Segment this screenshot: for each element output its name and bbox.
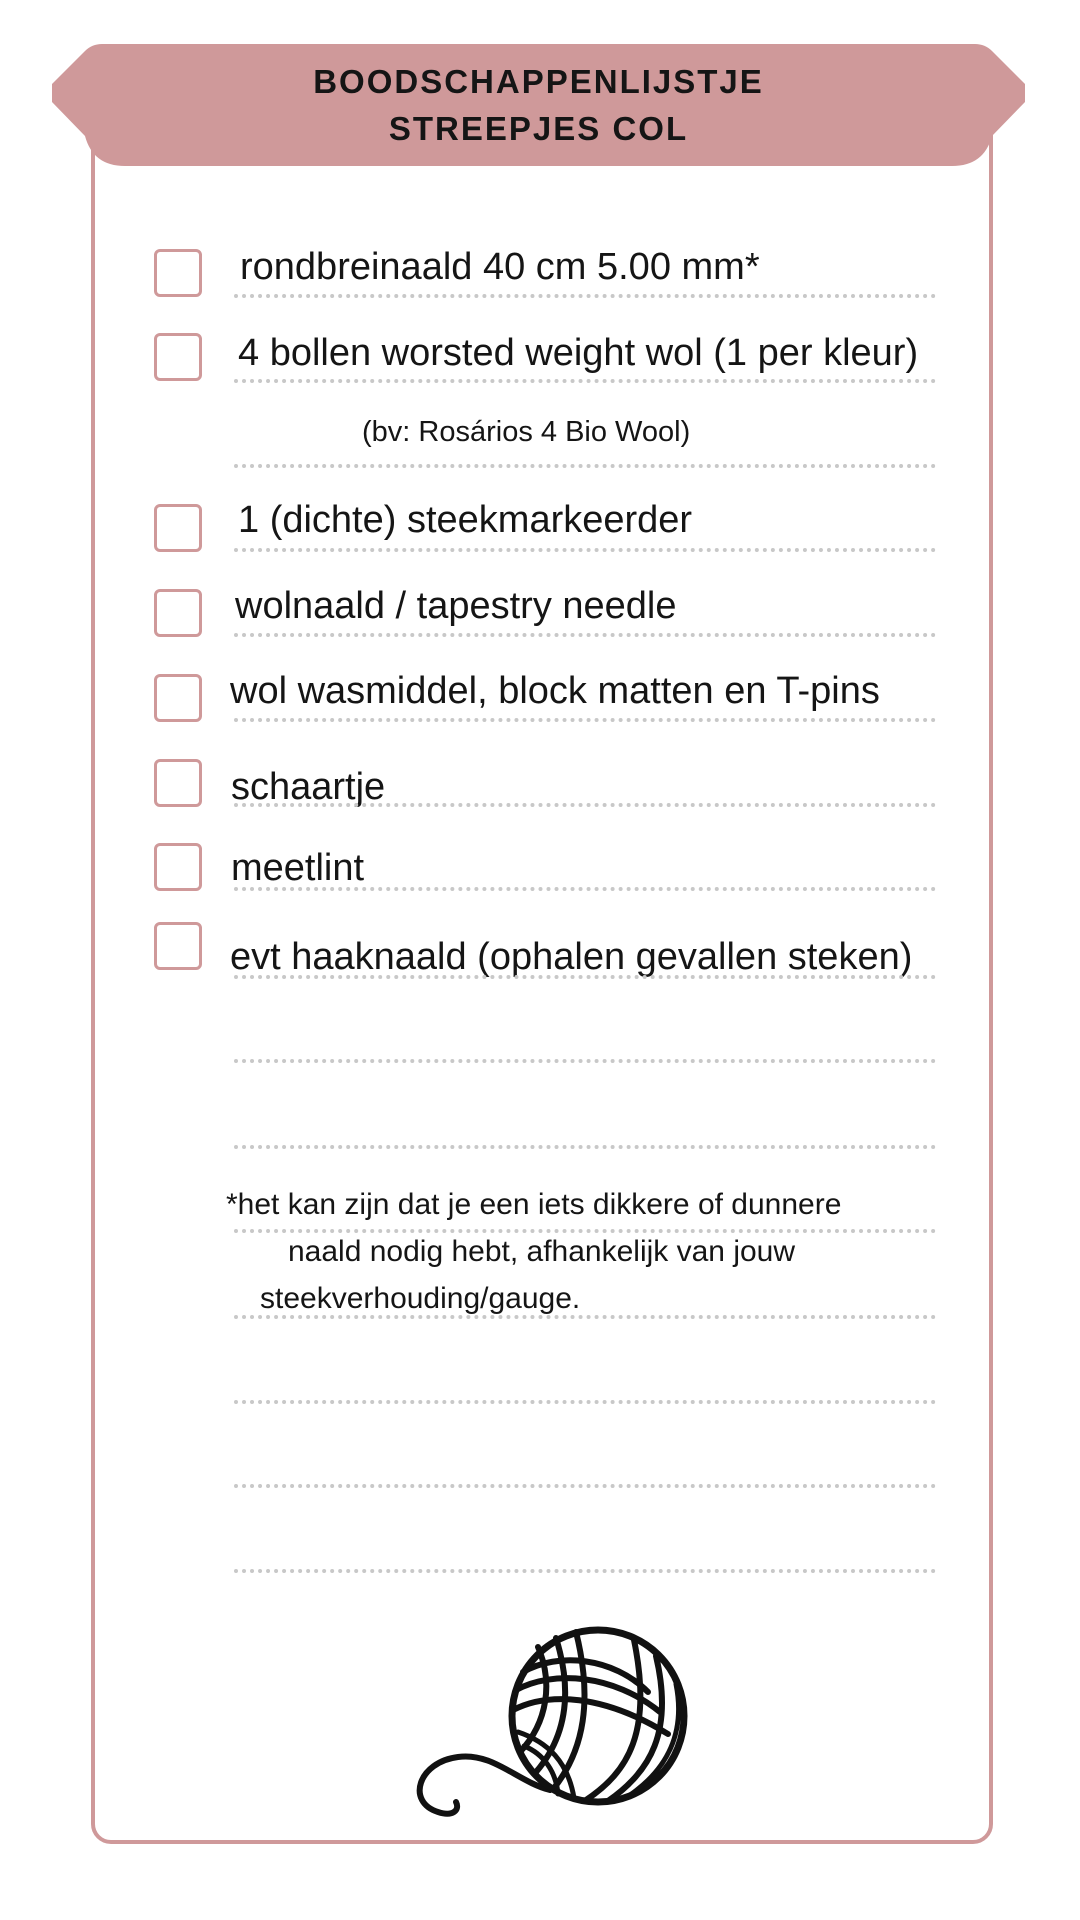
dotted-line — [234, 633, 936, 637]
item-label-7: meetlint — [231, 847, 365, 889]
dotted-line — [234, 1229, 936, 1233]
footnote-line-2: naald nodig hebt, afhankelijk van jouw — [288, 1235, 796, 1268]
dotted-line — [234, 548, 936, 552]
item-label-8: evt haaknaald (ophalen gevallen steken) — [230, 936, 913, 978]
footnote-line-1: *het kan zijn dat je een iets dikkere of dunnere — [226, 1188, 842, 1221]
checkbox-item-1[interactable] — [154, 249, 202, 297]
dotted-line — [234, 1484, 936, 1488]
checkbox-item-8[interactable] — [154, 922, 202, 970]
header-banner — [52, 44, 1025, 166]
footnote-line-3: steekverhouding/gauge. — [260, 1282, 581, 1315]
dotted-line — [234, 379, 936, 383]
checkbox-item-4[interactable] — [154, 589, 202, 637]
title-line-2: STREEPJES COL — [388, 110, 689, 147]
dotted-line — [234, 975, 936, 979]
item-label-5: wol wasmiddel, block matten en T-pins — [230, 670, 880, 712]
dotted-line — [234, 1315, 936, 1319]
dotted-line — [234, 1400, 936, 1404]
dotted-line — [234, 803, 936, 807]
list-title — [52, 58, 1025, 152]
dotted-line — [234, 718, 936, 722]
checkbox-item-5[interactable] — [154, 674, 202, 722]
example-note: (bv: Rosários 4 Bio Wool) — [362, 416, 691, 448]
checkbox-item-6[interactable] — [154, 759, 202, 807]
item-label-6: schaartje — [231, 766, 386, 808]
title-line-1: BOODSCHAPPENLIJSTJE — [313, 63, 764, 100]
dotted-line — [234, 1569, 936, 1573]
checkbox-item-2[interactable] — [154, 333, 202, 381]
dotted-line — [234, 887, 936, 891]
checkbox-item-7[interactable] — [154, 843, 202, 891]
dotted-line — [234, 1059, 936, 1063]
yarn-ball-icon — [398, 1612, 688, 1827]
checkbox-item-3[interactable] — [154, 504, 202, 552]
dotted-line — [234, 294, 936, 298]
item-label-1: rondbreinaald 40 cm 5.00 mm* — [240, 246, 760, 288]
item-label-2: 4 bollen worsted weight wol (1 per kleur) — [238, 332, 919, 374]
dotted-line — [234, 1145, 936, 1149]
item-label-4: wolnaald / tapestry needle — [235, 585, 677, 627]
dotted-line — [234, 464, 936, 468]
item-label-3: 1 (dichte) steekmarkeerder — [238, 499, 693, 541]
